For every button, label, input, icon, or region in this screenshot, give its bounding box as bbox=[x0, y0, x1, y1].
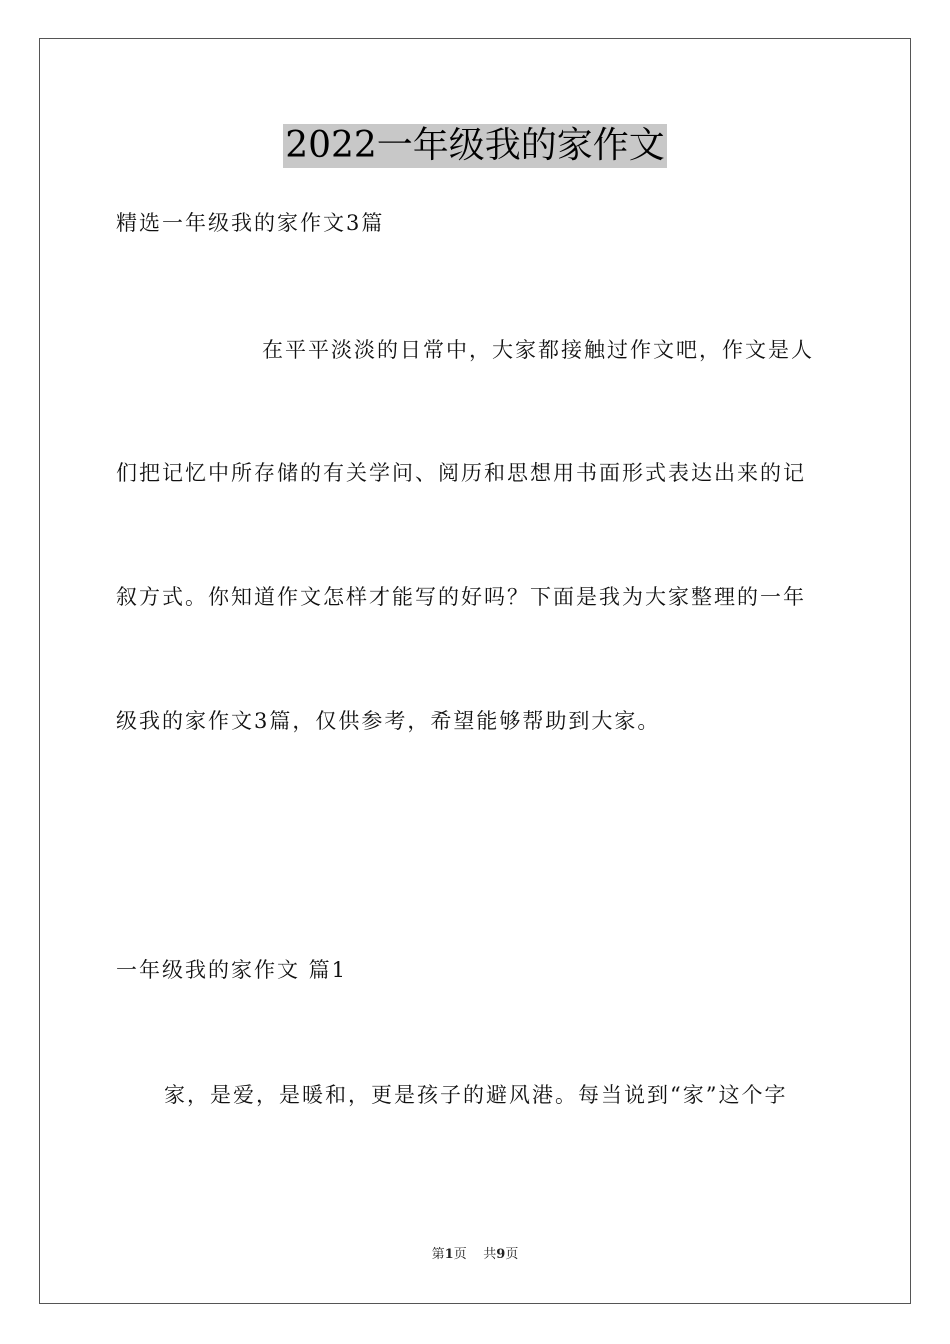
intro-line-4: 级我的家作文3篇，仅供参考，希望能够帮助到大家。 bbox=[116, 709, 661, 733]
intro-line-1: 在平平淡淡的日常中，大家都接触过作文吧，作文是人 bbox=[262, 338, 814, 362]
footer-total-prefix: 共 bbox=[483, 1247, 497, 1262]
footer-page-prefix: 第 bbox=[431, 1247, 445, 1262]
document-title: 2022一年级我的家作文 bbox=[285, 125, 665, 166]
title-wrap bbox=[0, 124, 950, 168]
footer-page-current: 1 bbox=[444, 1247, 454, 1262]
footer-page-total: 9 bbox=[496, 1247, 506, 1262]
footer-total-unit: 页 bbox=[505, 1247, 519, 1262]
section-first-line: 家，是爱，是暖和，更是孩子的避风港。每当说到“家”这个字 bbox=[164, 1083, 788, 1107]
document-subtitle: 精选一年级我的家作文3篇 bbox=[116, 211, 385, 235]
intro-line-3: 叙方式。你知道作文怎样才能写的好吗？下面是我为大家整理的一年 bbox=[116, 585, 806, 609]
intro-line-2: 们把记忆中所存储的有关学问、阅历和思想用书面形式表达出来的记 bbox=[116, 461, 806, 485]
page-footer bbox=[0, 1246, 950, 1264]
section-heading: 一年级我的家作文 篇1 bbox=[116, 958, 348, 982]
footer-page-unit: 页 bbox=[453, 1247, 467, 1262]
